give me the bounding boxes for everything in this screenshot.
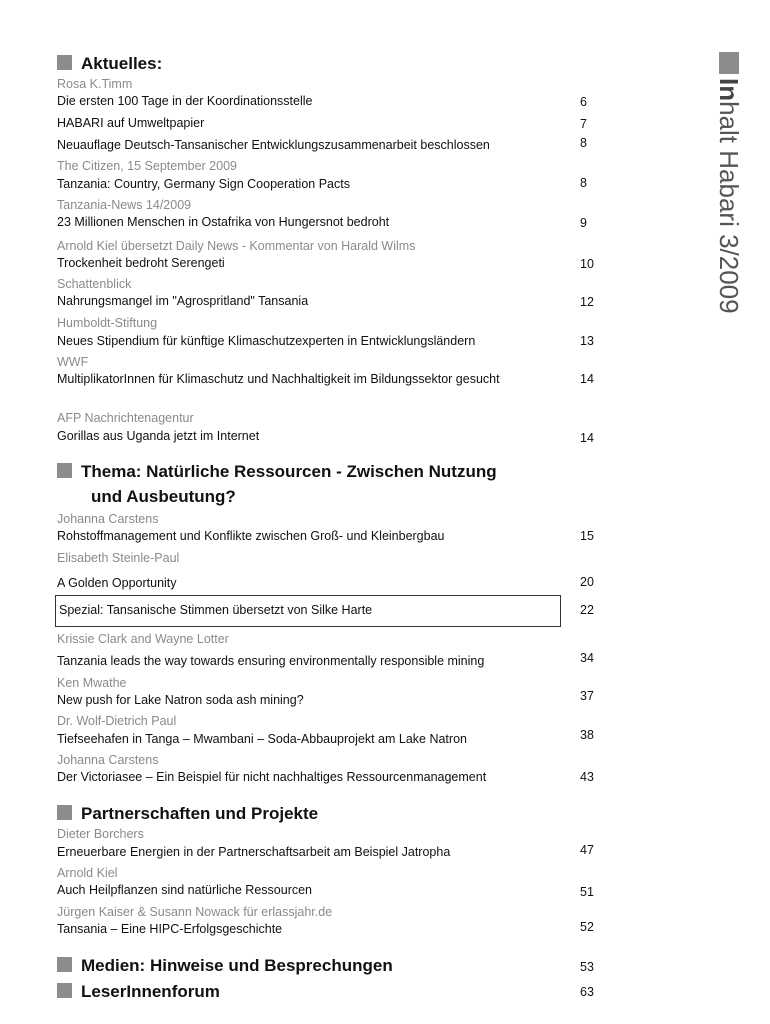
square-bullet-icon	[57, 805, 72, 820]
entry-page: 38	[580, 728, 594, 742]
entry-page: 14	[580, 431, 594, 445]
section-heading-partnerschaften: Partnerschaften und Projekte	[57, 804, 318, 824]
entry-author: Ken Mwathe	[57, 676, 127, 690]
sidebar-title	[709, 52, 749, 364]
special-entry-box	[55, 595, 561, 627]
entry-title: Tiefseehafen in Tanga – Mwambani – Soda-Abbauprojekt am Lake Natron	[57, 732, 467, 746]
entry-page: 37	[580, 689, 594, 703]
entry-author: Tanzania-News 14/2009	[57, 198, 192, 212]
entry-page: 13	[580, 334, 594, 348]
entry-author: Dieter Borchers	[57, 827, 144, 841]
entry-title: Gorillas aus Uganda jetzt im Internet	[57, 429, 260, 443]
entry-title: Der Victoriasee – Ein Beispiel für nicht nachhaltiges Ressourcenmanagement	[57, 770, 487, 784]
entry-page: 47	[580, 843, 594, 857]
entry-page: 15	[580, 529, 594, 543]
entry-author: Jürgen Kaiser & Susann Nowack für erlassjahr.de	[57, 905, 333, 919]
square-bullet-icon	[719, 52, 739, 74]
entry-title: New push for Lake Natron soda ash mining?	[57, 693, 304, 707]
entry-author: Arnold Kiel	[57, 866, 118, 880]
entry-author: Arnold Kiel übersetzt Daily News - Kommentar von Harald Wilms	[57, 239, 416, 253]
square-bullet-icon	[57, 983, 72, 998]
entry-page: 22	[580, 603, 594, 617]
entry-author: Humboldt-Stiftung	[57, 316, 158, 330]
entry-page: 7	[580, 117, 587, 131]
entry-title: 23 Millionen Menschen in Ostafrika von Hungersnot bedroht	[57, 215, 390, 229]
entry-page: 12	[580, 295, 594, 309]
square-bullet-icon	[57, 55, 72, 70]
entry-page: 9	[580, 216, 587, 230]
square-bullet-icon	[57, 957, 72, 972]
entry-author: Krissie Clark and Wayne Lotter	[57, 632, 229, 646]
entry-title: Trockenheit bedroht Serengeti	[57, 256, 225, 270]
entry-title: Neuauflage Deutsch-Tansanischer Entwicklungszusammenarbeit beschlossen	[57, 138, 490, 152]
entry-title: Tanzania leads the way towards ensuring environmentally responsible mining	[57, 654, 485, 668]
entry-author: The Citizen, 15 September 2009	[57, 159, 237, 173]
entry-page: 20	[580, 575, 594, 589]
entry-author: Johanna Carstens	[57, 753, 159, 767]
square-bullet-icon	[57, 463, 72, 478]
entry-page: 10	[580, 257, 594, 271]
entry-page: 53	[580, 960, 594, 974]
entry-title: Spezial: Tansanische Stimmen übersetzt von Silke Harte	[59, 603, 373, 617]
entry-title: Die ersten 100 Tage in der Koordinationsstelle	[57, 94, 313, 108]
entry-title: HABARI auf Umweltpapier	[57, 116, 205, 130]
entry-title: Rohstoffmanagement und Konflikte zwischen Groß- und Kleinbergbau	[57, 529, 445, 543]
entry-page: 51	[580, 885, 594, 899]
section-heading-medien: Medien: Hinweise und Besprechungen	[57, 956, 393, 976]
entry-page: 8	[580, 176, 587, 190]
section-heading-leserinnenforum: LeserInnenforum	[57, 982, 220, 1002]
entry-title: Tanzania: Country, Germany Sign Cooperation Pacts	[57, 177, 350, 191]
entry-author: Schattenblick	[57, 277, 132, 291]
entry-title: Tansania – Eine HIPC-Erfolgsgeschichte	[57, 922, 283, 936]
entry-page: 8	[580, 136, 587, 150]
sidebar-title-text: Inhalt Habari 3/2009	[714, 78, 744, 314]
entry-title: Neues Stipendium für künftige Klimaschutzexperten in Entwicklungsländern	[57, 334, 476, 348]
entry-title: A Golden Opportunity	[57, 576, 177, 590]
entry-author: Johanna Carstens	[57, 512, 159, 526]
entry-page: 6	[580, 95, 587, 109]
entry-page: 14	[580, 372, 594, 386]
entry-page: 34	[580, 651, 594, 665]
entry-page: 43	[580, 770, 594, 784]
entry-title: Erneuerbare Energien in der Partnerschaftsarbeit am Beispiel Jatropha	[57, 845, 451, 859]
entry-author: WWF	[57, 355, 89, 369]
entry-page: 63	[580, 985, 594, 999]
section-heading-aktuelles: Aktuelles:	[57, 54, 162, 74]
entry-author: AFP Nachrichtenagentur	[57, 411, 194, 425]
entry-author: Elisabeth Steinle-Paul	[57, 551, 180, 565]
entry-author: Dr. Wolf-Dietrich Paul	[57, 714, 177, 728]
entry-page: 52	[580, 920, 594, 934]
entry-title: MultiplikatorInnen für Klimaschutz und Nachhaltigkeit im Bildungssektor gesucht	[57, 372, 500, 386]
entry-title: Auch Heilpflanzen sind natürliche Ressourcen	[57, 883, 313, 897]
entry-title: Nahrungsmangel im "Agrospritland" Tansania	[57, 294, 309, 308]
section-heading-thema: Thema: Natürliche Ressourcen - Zwischen Nutzung und Ausbeutung?	[57, 462, 497, 507]
entry-author: Rosa K.Timm	[57, 77, 133, 91]
